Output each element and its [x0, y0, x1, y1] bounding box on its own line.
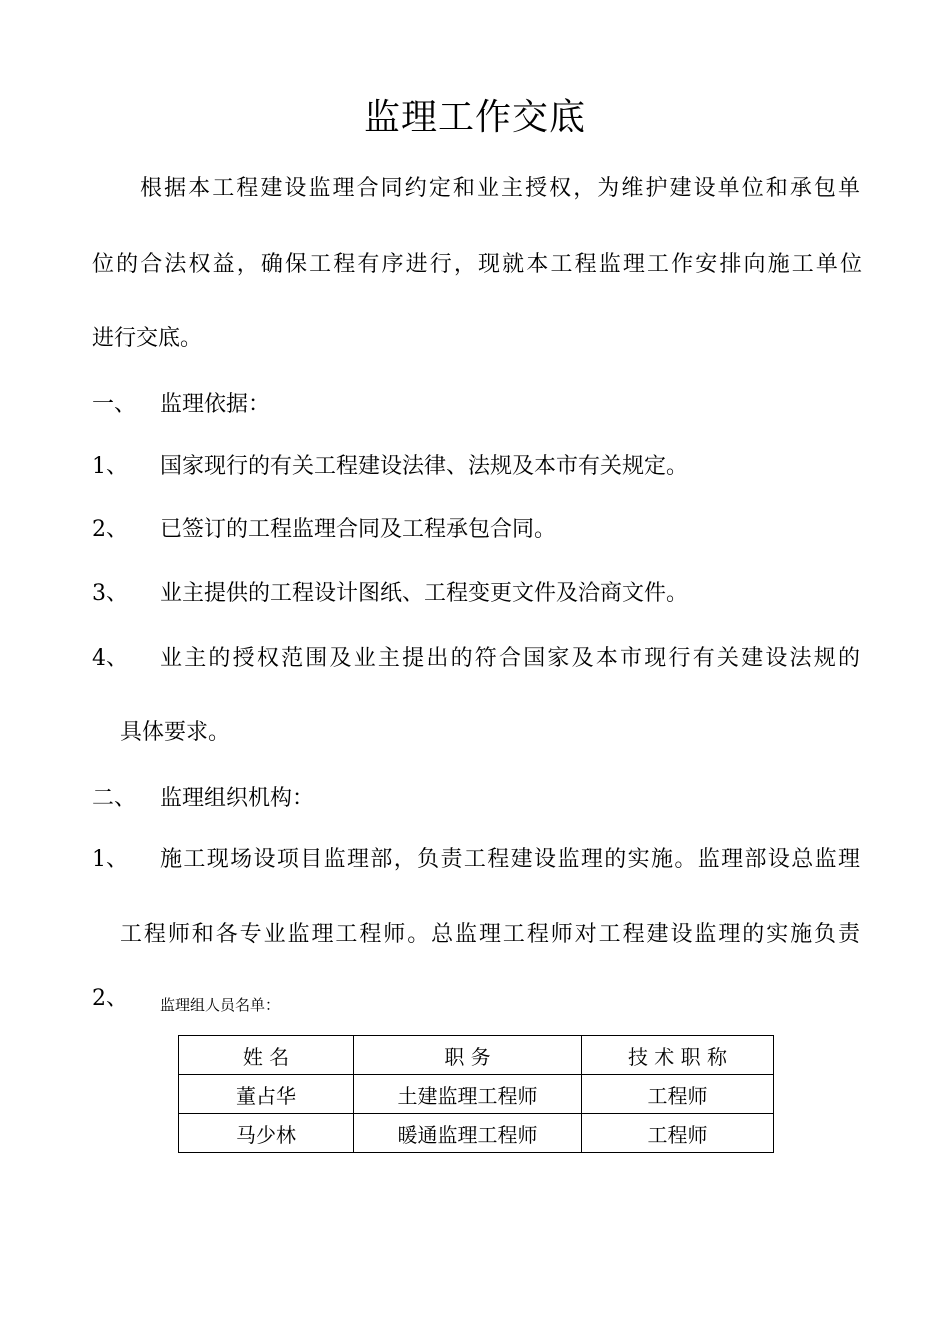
section1-item3-text: 业主提供的工程设计图纸、工程变更文件及洽商文件。	[160, 581, 689, 606]
section1-item4-text: 业主的授权范围及业主提出的符合国家及本市现行有关建设法规的	[160, 646, 860, 671]
table-header-cell: 职 务	[354, 1036, 582, 1075]
table-cell: 马少林	[179, 1114, 354, 1153]
staff-table	[178, 1035, 774, 1153]
intro-line-2: 位的合法权益，确保工程有序进行，现就本工程监理工作安排向施工单位	[92, 252, 862, 277]
section1-item2-text: 已签订的工程监理合同及工程承包合同。	[160, 517, 557, 542]
table-cell: 工程师	[582, 1114, 774, 1153]
table-row	[179, 1075, 774, 1114]
section2-heading: 监理组织机构：	[160, 786, 315, 811]
table-header-cell: 技 术 职 称	[582, 1036, 774, 1075]
table-cell: 暖通监理工程师	[354, 1114, 582, 1153]
page-title: 监理工作交底	[363, 97, 586, 138]
section1-item4-number: 4、	[92, 646, 128, 671]
section1-item4-continuation: 具体要求。	[120, 720, 231, 745]
table-cell: 董占华	[179, 1075, 354, 1114]
section2-number: 二、	[92, 786, 137, 811]
section1-item2-number: 2、	[92, 517, 128, 542]
section1-heading: 监理依据：	[160, 392, 271, 417]
section2-item1-continuation: 工程师和各专业监理工程师。总监理工程师对工程建设监理的实施负责	[120, 922, 860, 947]
table-header-cell: 姓 名	[179, 1036, 354, 1075]
table-header-row	[179, 1036, 774, 1075]
section1-item3-number: 3、	[92, 581, 128, 606]
table-cell: 土建监理工程师	[354, 1075, 582, 1114]
table-cell: 工程师	[582, 1075, 774, 1114]
section1-number: 一、	[92, 392, 137, 417]
section2-item2-text: 监理组人员名单：	[160, 996, 281, 1014]
intro-line-1: 根据本工程建设监理合同约定和业主授权，为维护建设单位和承包单	[140, 176, 860, 201]
section1-item1-text: 国家现行的有关工程建设法律、法规及本市有关规定。	[160, 454, 689, 479]
intro-line-3: 进行交底。	[92, 326, 203, 351]
section2-item1-text: 施工现场设项目监理部，负责工程建设监理的实施。监理部设总监理	[160, 847, 860, 872]
table-row	[179, 1114, 774, 1153]
section1-item1-number: 1、	[92, 454, 128, 479]
section2-item2-number: 2、	[92, 986, 128, 1011]
section2-item1-number: 1、	[92, 847, 128, 872]
